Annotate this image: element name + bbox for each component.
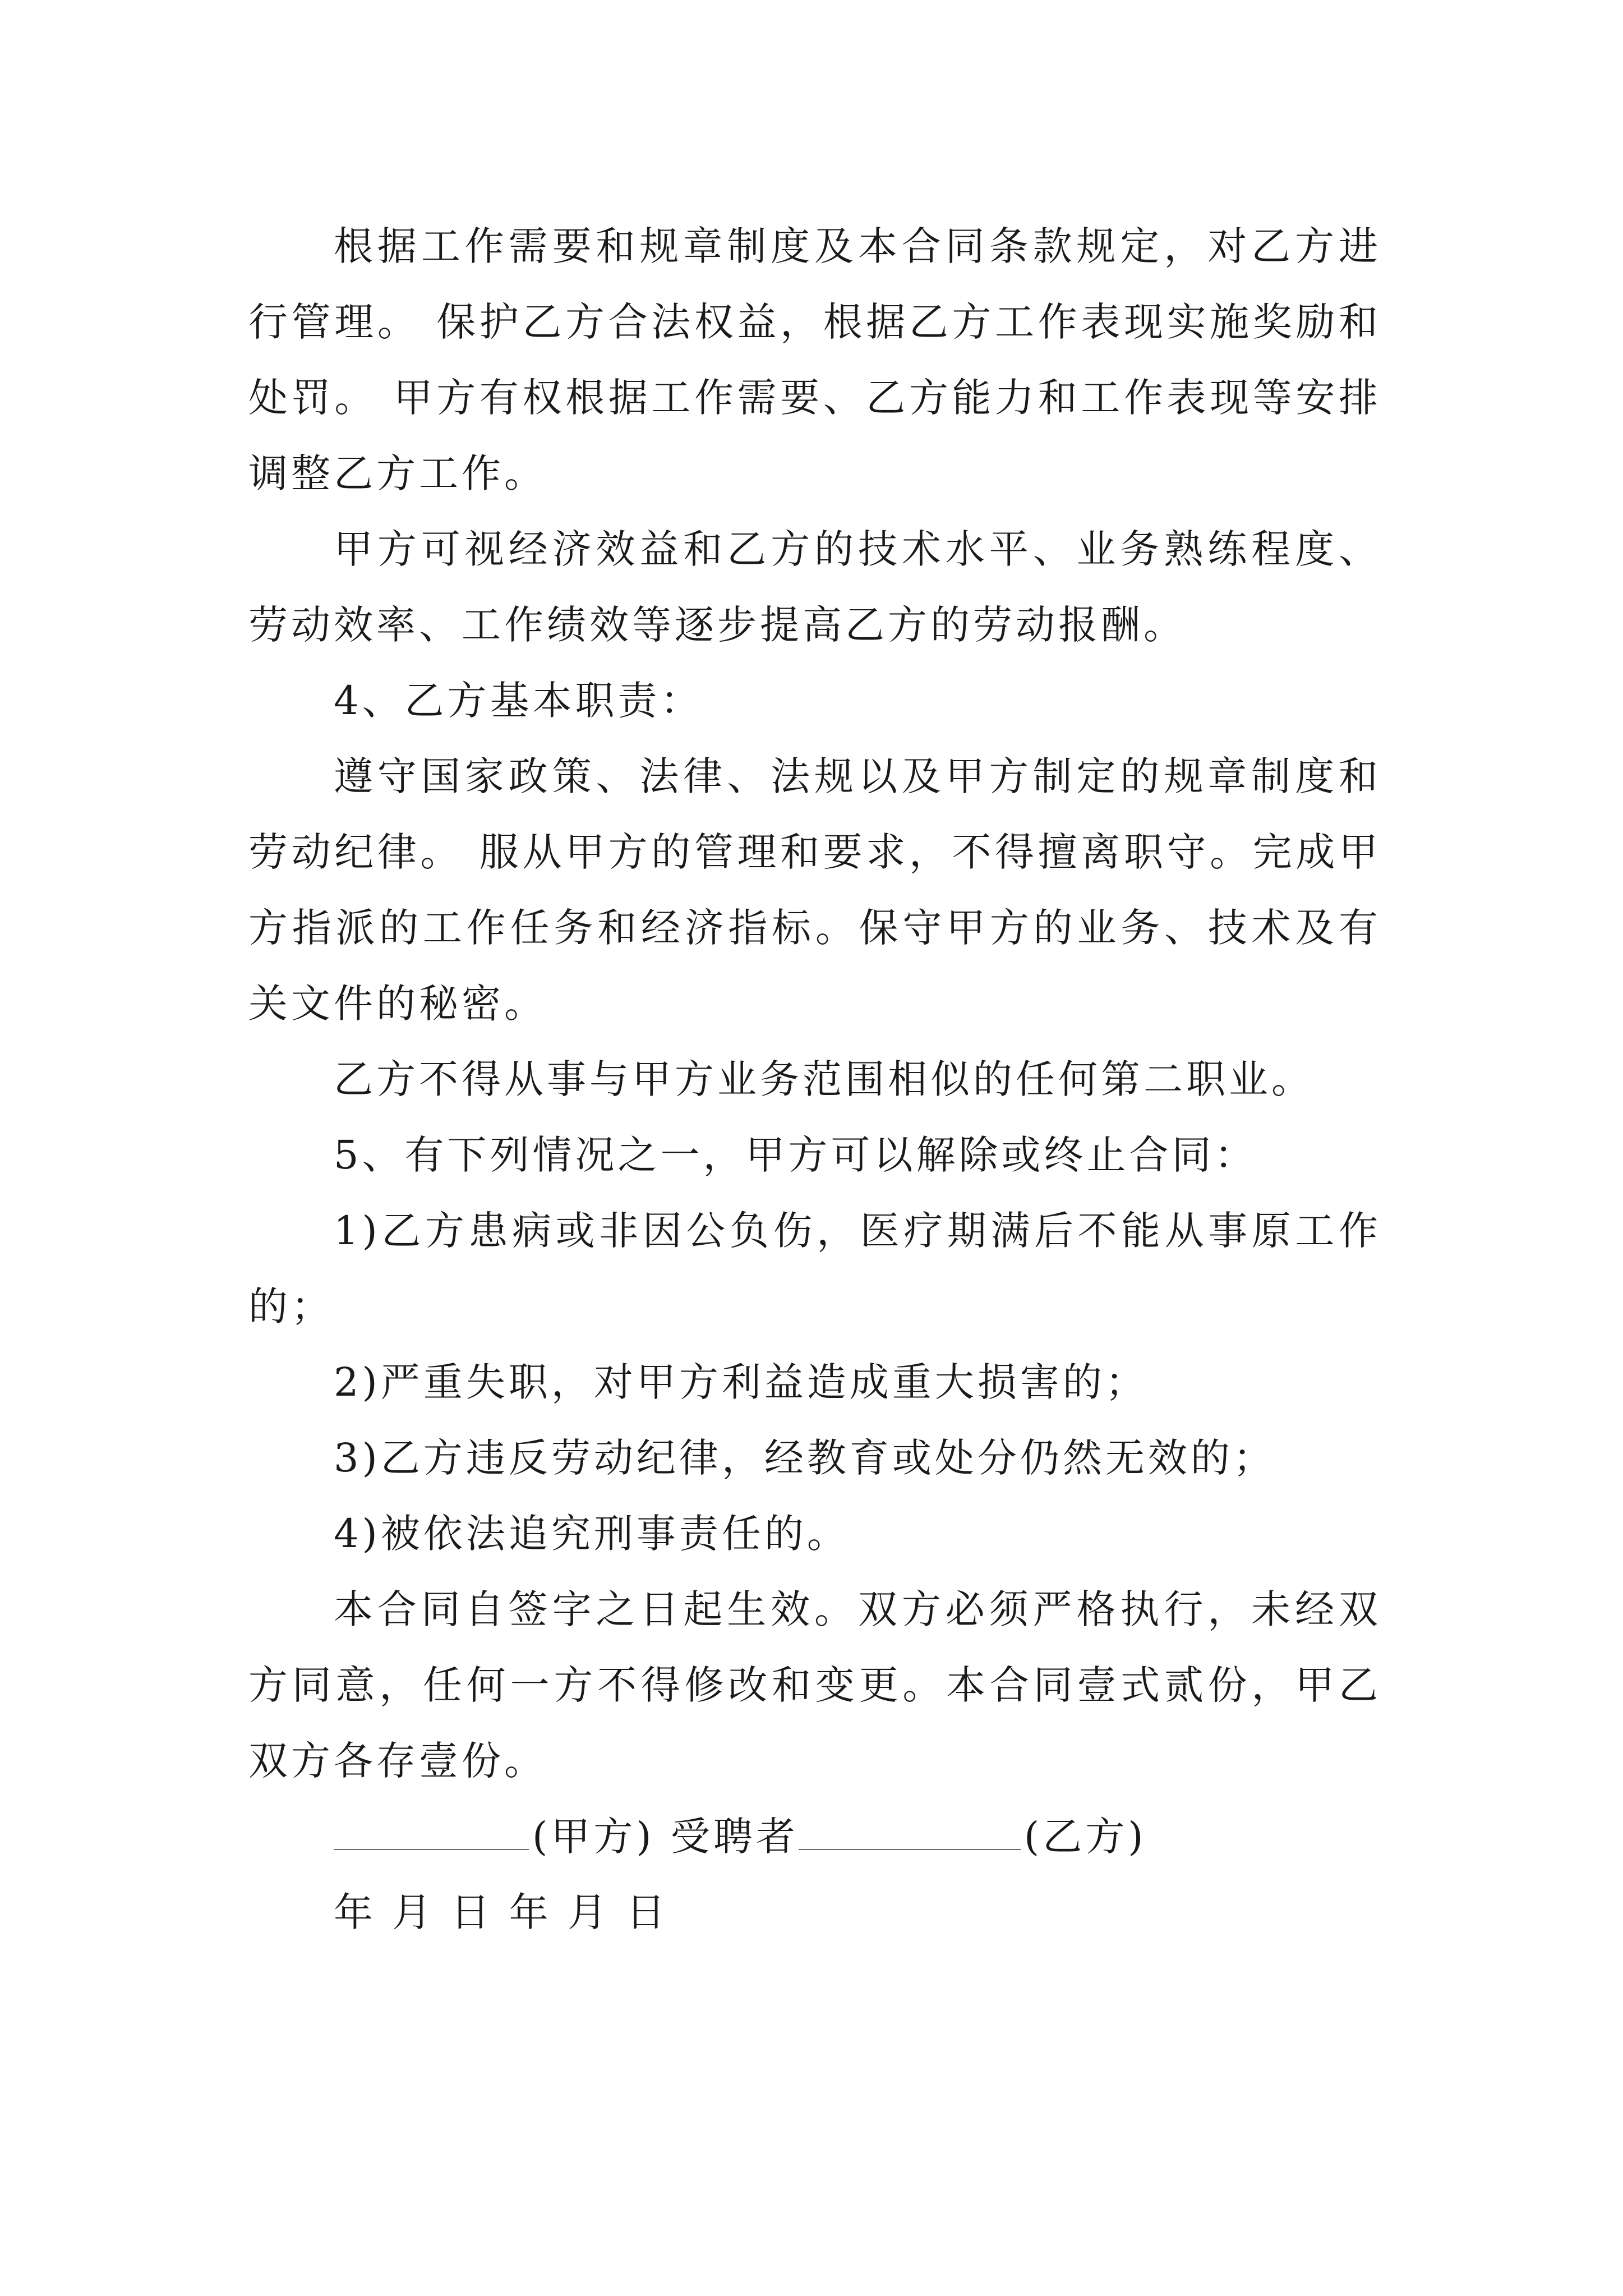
signature-line xyxy=(248,1799,1381,1875)
paragraph-employee-duties: 遵守国家政策、法律、法规以及甲方制定的规章制度和劳动纪律。 服从甲方的管理和要求，不得擅离职守。完成甲方指派的工作任务和经济指标。保守甲方的业务、技术及有关文件的秘密。 xyxy=(248,753,1381,1027)
termination-item-4: 4)被依法追究刑事责任的。 xyxy=(334,1511,850,1557)
termination-item-2: 2)严重失职，对甲方利益造成重大损害的； xyxy=(334,1359,1148,1405)
paragraph-employer-rights: 根据工作需要和规章制度及本合同条款规定，对乙方进行管理。 保护乙方合法权益，根据乙方工作表现实施奖励和处罚。 甲方有权根据工作需要、乙方能力和工作表现等安排调整乙方工作。 xyxy=(248,223,1381,496)
document-body xyxy=(248,209,1381,1950)
section-heading-termination: 5、有下列情况之一，甲方可以解除或终止合同： xyxy=(334,1132,1257,1178)
party-a-label: (甲方) xyxy=(532,1814,655,1860)
termination-item-1: 1)乙方患病或非因公负伤，医疗期满后不能从事原工作的； xyxy=(248,1208,1381,1329)
party-b-signature-blank[interactable] xyxy=(799,1810,1021,1850)
paragraph-no-second-job: 乙方不得从事与甲方业务范围相似的任何第二职业。 xyxy=(334,1056,1314,1102)
termination-item-3: 3)乙方违反劳动纪律，经教育或处分仍然无效的； xyxy=(334,1435,1276,1481)
employee-label: 受聘者 xyxy=(670,1814,799,1860)
party-a-signature-blank[interactable] xyxy=(334,1810,529,1850)
date-line: 年 月 日 年 月 日 xyxy=(334,1889,669,1935)
party-b-label: (乙方) xyxy=(1023,1814,1147,1860)
section-heading-duties: 4、乙方基本职责： xyxy=(334,678,703,724)
paragraph-effectiveness: 本合同自签字之日起生效。双方必须严格执行，未经双方同意，任何一方不得修改和变更。本合同壹式贰份，甲乙双方各存壹份。 xyxy=(248,1586,1381,1784)
paragraph-salary-increase: 甲方可视经济效益和乙方的技术水平、业务熟练程度、劳动效率、工作绩效等逐步提高乙方的劳动报酬。 xyxy=(248,526,1381,648)
